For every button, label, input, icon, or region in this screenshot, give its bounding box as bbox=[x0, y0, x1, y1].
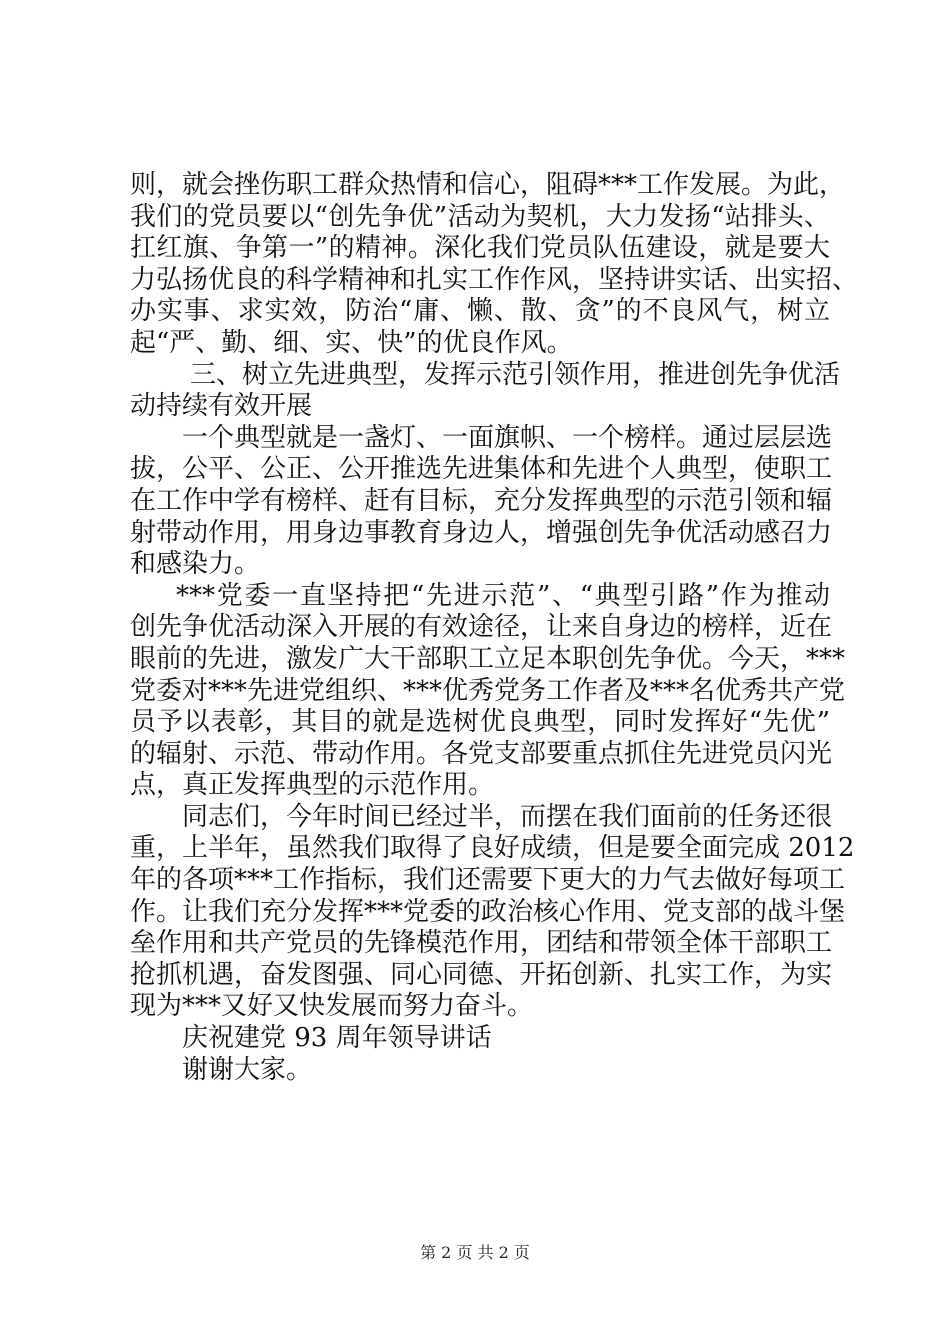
text-line: 三、树立先进典型，发挥示范引领作用，推进创先争优活 bbox=[190, 359, 841, 390]
text-line: 员予以表彰，其目的就是选树优良典型，同时发挥好“先优” bbox=[130, 707, 830, 738]
text-line: 力弘扬优良的科学精神和扎实工作作风，坚持讲实话、出实招、 bbox=[130, 264, 859, 295]
text-line: 庆祝建党 93 周年领导讲话 bbox=[182, 1023, 492, 1054]
text-line: 和感染力。 bbox=[130, 549, 261, 580]
text-line: 重，上半年，虽然我们取得了良好成绩，但是要全面完成 2012 bbox=[130, 833, 855, 864]
text-line: 现为***又好又快发展而努力奋斗。 bbox=[130, 991, 534, 1022]
text-line: 扛红旗、争第一”的精神。深化我们党员队伍建设，就是要大 bbox=[130, 233, 830, 264]
text-line: 的辐射、示范、带动作用。各党支部要重点抓住先进党员闪光 bbox=[130, 738, 833, 769]
document-body bbox=[130, 170, 859, 1086]
text-line: 动持续有效开展 bbox=[130, 391, 313, 422]
text-line: 创先争优活动深入开展的有效途径，让来自身边的榜样，近在 bbox=[130, 612, 833, 643]
text-line: 眼前的先进，激发广大干部职工立足本职创先争优。今天，*** bbox=[130, 643, 846, 674]
text-line: 一个典型就是一盏灯、一面旗帜、一个榜样。通过层层选 bbox=[182, 422, 833, 453]
text-line: 办实事、求实效，防治“庸、懒、散、贪”的不良风气，树立 bbox=[130, 296, 830, 327]
text-line: 起“严、勤、细、实、快”的优良作风。 bbox=[130, 327, 573, 358]
text-line: 抢抓机遇，奋发图强、同心同德、开拓创新、扎实工作，为实 bbox=[130, 959, 833, 990]
text-line: 我们的党员要以“创先争优”活动为契机，大力发扬“站排头、 bbox=[130, 201, 830, 232]
text-line: 垒作用和共产党员的先锋模范作用，团结和带领全体干部职工 bbox=[130, 928, 833, 959]
text-line: 在工作中学有榜样、赶有目标，充分发挥典型的示范引领和辐 bbox=[130, 485, 833, 516]
text-line: 点，真正发挥典型的示范作用。 bbox=[130, 770, 495, 801]
text-line: 射带动作用，用身边事教育身边人，增强创先争优活动感召力 bbox=[130, 517, 833, 548]
text-line: 同志们，今年时间已经过半，而摆在我们面前的任务还很 bbox=[182, 801, 833, 832]
text-line: 则，就会挫伤职工群众热情和信心，阻碍***工作发展。为此， bbox=[130, 170, 846, 200]
text-line: 党委对***先进党组织、***优秀党务工作者及***名优秀共产党 bbox=[130, 675, 846, 706]
text-line: 拔，公平、公正、公开推选先进集体和先进个人典型，使职工 bbox=[130, 454, 833, 485]
page-footer: 第 2 页 共 2 页 bbox=[420, 1243, 530, 1262]
text-line: ***党委一直坚持把“先进示范”、“典型引路”作为推动 bbox=[176, 580, 830, 611]
text-line: 年的各项***工作指标，我们还需要下更大的力气去做好每项工 bbox=[130, 865, 846, 896]
text-line: 作。让我们充分发挥***党委的政治核心作用、党支部的战斗堡 bbox=[130, 896, 846, 927]
text-line: 谢谢大家。 bbox=[182, 1054, 313, 1085]
